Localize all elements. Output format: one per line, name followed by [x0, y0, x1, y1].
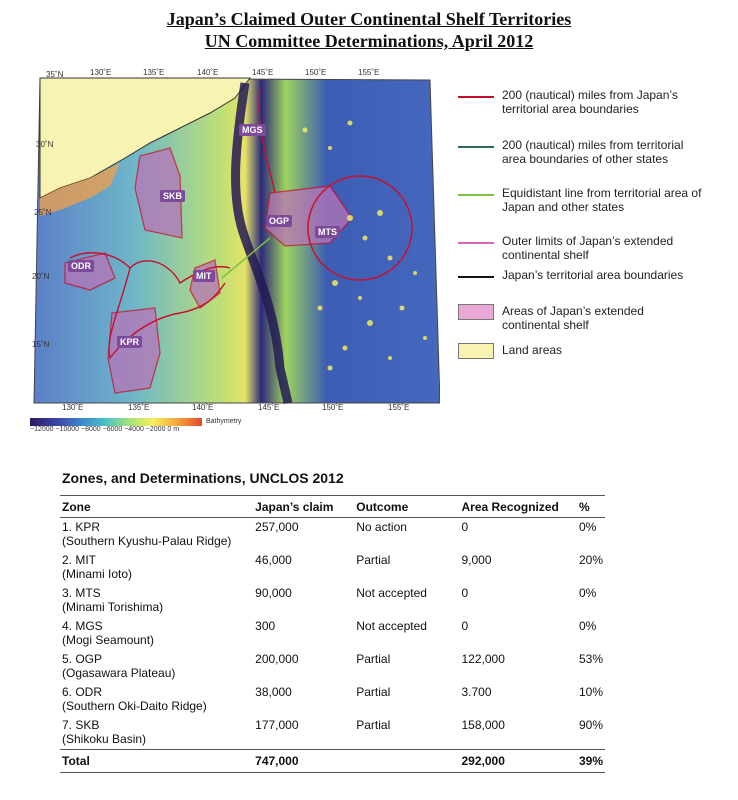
legend-text: 200 (nautical) miles from Japan’s territorial area boundaries — [502, 88, 678, 116]
total-label: Total — [60, 750, 253, 773]
cell-claim: 38,000 — [255, 685, 292, 699]
lon-tick: 140˚E — [197, 68, 219, 77]
zone-label-ogp: OGP — [266, 215, 292, 227]
header-claim: Japan’s claim — [253, 496, 354, 518]
legend-text: Outer limits of Japan’s extended continental shelf — [502, 234, 674, 262]
cell-outcome: Partial — [356, 553, 391, 567]
bathymetry-colorbar — [30, 418, 202, 426]
table-title: Zones, and Determinations, UNCLOS 2012 — [62, 470, 344, 486]
cell-area: 0 — [461, 619, 469, 633]
lon-tick: 130˚E — [62, 403, 84, 412]
legend-swatch — [458, 304, 494, 320]
lon-tick: 155˚E — [388, 403, 410, 412]
lat-tick: 20˚N — [32, 272, 50, 281]
bathymetry-scale-values: −12000 −10000 −8000 −6000 −4000 −2000 0 m — [30, 426, 180, 433]
legend-swatch — [458, 242, 494, 244]
zone-label-mit: MIT — [193, 270, 215, 282]
legend-swatch — [458, 276, 494, 278]
cell-outcome: Partial — [356, 718, 391, 732]
cell-zone: 7. SKB (Shikoku Basin) — [62, 718, 147, 746]
legend-text: Areas of Japan’s extended continental shelf — [502, 304, 644, 332]
cell-outcome: Not accepted — [356, 619, 427, 633]
table-row — [60, 683, 605, 716]
table-row — [60, 551, 605, 584]
table-row — [60, 650, 605, 683]
cell-zone: 6. ODR (Southern Oki-Daito Ridge) — [62, 685, 207, 713]
lat-tick: 30˚N — [36, 140, 54, 149]
cell-zone: 2. MIT (Minami Ioto) — [62, 553, 133, 581]
bathymetry-map — [30, 68, 440, 413]
zone-label-mgs: MGS — [239, 124, 266, 136]
zone-label-mts: MTS — [315, 226, 340, 238]
cell-claim: 90,000 — [255, 586, 292, 600]
cell-zone: 3. MTS (Minami Torishima) — [62, 586, 164, 614]
header-area: Area Recognized — [460, 496, 577, 518]
table-row — [60, 584, 605, 617]
cell-pct: 0% — [578, 586, 597, 600]
header-zone: Zone — [60, 496, 253, 518]
cell-claim: 46,000 — [255, 553, 292, 567]
legend-swatch — [458, 146, 494, 148]
cell-zone: 5. OGP (Ogasawara Plateau) — [62, 652, 176, 680]
cell-outcome: Partial — [356, 652, 391, 666]
cell-claim: 177,000 — [255, 718, 299, 732]
lon-tick: 130˚E — [90, 68, 112, 77]
cell-zone: 4. MGS (Mogi Seamount) — [62, 619, 155, 647]
cell-area: 158,000 — [461, 718, 505, 732]
lon-tick: 150˚E — [305, 68, 327, 77]
cell-pct: 90% — [578, 718, 603, 732]
lat-tick: 35˚N — [46, 70, 64, 79]
cell-pct: 0% — [578, 619, 597, 633]
legend-swatch — [458, 96, 494, 98]
table-row — [60, 518, 605, 552]
header-outcome: Outcome — [354, 496, 459, 518]
title-line-2: UN Committee Determinations, April 2012 — [204, 31, 534, 51]
determinations-table — [60, 495, 605, 773]
map-graphic — [30, 68, 440, 413]
legend-swatch — [458, 343, 494, 359]
cell-area: 0 — [461, 586, 469, 600]
total-row — [60, 750, 605, 773]
total-outcome — [354, 750, 459, 773]
cell-area: 122,000 — [461, 652, 505, 666]
lon-tick: 145˚E — [252, 68, 274, 77]
lon-tick: 140˚E — [192, 403, 214, 412]
cell-outcome: No action — [356, 520, 407, 534]
lon-tick: 155˚E — [358, 68, 380, 77]
cell-zone: 1. KPR (Southern Kyushu-Palau Ridge) — [62, 520, 232, 548]
legend-text: Equidistant line from territorial area of Japan and other states — [502, 186, 702, 214]
lat-tick: 15˚N — [32, 340, 50, 349]
cell-pct: 10% — [578, 685, 603, 699]
cell-outcome: Not accepted — [356, 586, 427, 600]
lon-tick: 150˚E — [322, 403, 344, 412]
lon-tick: 135˚E — [143, 68, 165, 77]
legend-text: Land areas — [502, 343, 563, 357]
table-header-row — [60, 496, 605, 518]
lon-tick: 135˚E — [128, 403, 150, 412]
lon-tick: 145˚E — [258, 403, 280, 412]
legend-text: Japan’s territorial area boundaries — [502, 268, 684, 282]
cell-pct: 53% — [578, 652, 603, 666]
cell-area: 0 — [461, 520, 469, 534]
total-pct: 39% — [577, 750, 605, 773]
table-row — [60, 617, 605, 650]
legend-text: 200 (nautical) miles from territorial area boundaries of other states — [502, 138, 684, 166]
cell-claim: 257,000 — [255, 520, 299, 534]
legend-swatch — [458, 194, 494, 196]
table-row — [60, 716, 605, 750]
bathymetry-scale — [30, 418, 242, 433]
cell-area: 3.700 — [461, 685, 492, 699]
bathymetry-label: Bathymetry — [206, 418, 242, 425]
zone-label-skb: SKB — [160, 190, 185, 202]
header-pct: % — [577, 496, 605, 518]
cell-claim: 300 — [255, 619, 276, 633]
zone-label-odr: ODR — [68, 260, 94, 272]
title-line-1: Japan’s Claimed Outer Continental Shelf Territories — [166, 9, 572, 29]
cell-claim: 200,000 — [255, 652, 299, 666]
total-area: 292,000 — [460, 750, 577, 773]
zone-label-kpr: KPR — [117, 336, 142, 348]
total-claim: 747,000 — [253, 750, 354, 773]
cell-outcome: Partial — [356, 685, 391, 699]
cell-area: 9,000 — [461, 553, 492, 567]
cell-pct: 20% — [578, 553, 603, 567]
lat-tick: 25˚N — [34, 208, 52, 217]
cell-pct: 0% — [578, 520, 597, 534]
